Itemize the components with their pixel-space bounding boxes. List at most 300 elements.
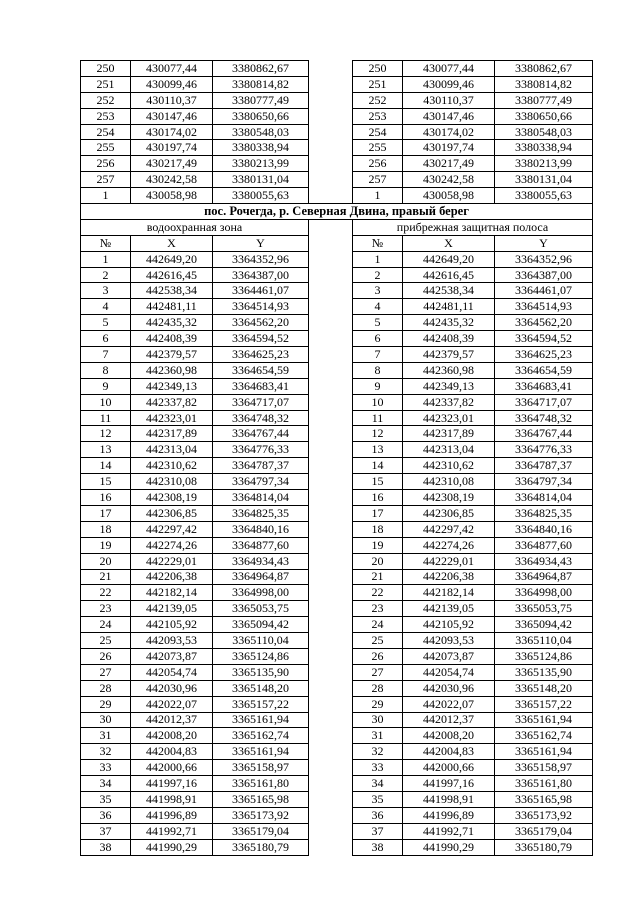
left-coord-y: 3364814,04 xyxy=(213,490,309,506)
left-coord-y: 3365161,94 xyxy=(213,744,309,760)
table-row xyxy=(81,347,593,363)
table-gap xyxy=(309,648,353,664)
right-coord-x: 441996,89 xyxy=(403,807,495,823)
left-point-number: 28 xyxy=(81,680,131,696)
left-point-number: 20 xyxy=(81,553,131,569)
left-coord-y: 3365165,98 xyxy=(213,791,309,807)
left-coord-x: 442105,92 xyxy=(131,617,213,633)
right-coord-y: 3365124,86 xyxy=(495,648,593,664)
right-coord-x: 442310,08 xyxy=(403,474,495,490)
left-coord-x: 430217,49 xyxy=(131,156,213,172)
left-coord-x: 442297,42 xyxy=(131,521,213,537)
table-gap xyxy=(309,791,353,807)
table-gap xyxy=(309,696,353,712)
left-coord-x: 442649,20 xyxy=(131,251,213,267)
left-point-number: 19 xyxy=(81,537,131,553)
table-gap xyxy=(309,108,353,124)
left-coord-y: 3364352,96 xyxy=(213,251,309,267)
continued-rows xyxy=(81,61,593,204)
left-point-number: 251 xyxy=(81,76,131,92)
right-point-number: 11 xyxy=(353,410,403,426)
table-row xyxy=(81,251,593,267)
left-coord-x: 430242,58 xyxy=(131,172,213,188)
left-table-caption: водоохранная зона xyxy=(81,219,309,235)
left-point-number: 25 xyxy=(81,633,131,649)
table-row xyxy=(81,553,593,569)
left-point-number: 253 xyxy=(81,108,131,124)
right-coord-x: 442000,66 xyxy=(403,760,495,776)
left-coord-y: 3364387,00 xyxy=(213,267,309,283)
left-point-number: 30 xyxy=(81,712,131,728)
left-point-number: 27 xyxy=(81,664,131,680)
left-coord-x: 442004,83 xyxy=(131,744,213,760)
left-coord-y: 3365110,04 xyxy=(213,633,309,649)
left-coord-y: 3365180,79 xyxy=(213,839,309,855)
left-point-number: 36 xyxy=(81,807,131,823)
left-point-number: 14 xyxy=(81,458,131,474)
table-row xyxy=(81,140,593,156)
left-coord-x: 430058,98 xyxy=(131,188,213,204)
table-gap xyxy=(309,426,353,442)
left-coord-x: 441996,89 xyxy=(131,807,213,823)
right-point-number: 28 xyxy=(353,680,403,696)
left-coord-y: 3365053,75 xyxy=(213,601,309,617)
table-gap xyxy=(309,680,353,696)
left-coord-x: 441997,16 xyxy=(131,776,213,792)
right-point-number: 250 xyxy=(353,61,403,77)
right-coord-x: 442073,87 xyxy=(403,648,495,664)
table-gap xyxy=(309,585,353,601)
left-coord-x: 442229,01 xyxy=(131,553,213,569)
left-coord-x: 430147,46 xyxy=(131,108,213,124)
left-point-number: 255 xyxy=(81,140,131,156)
right-coord-x: 441998,91 xyxy=(403,791,495,807)
right-coord-x: 442408,39 xyxy=(403,331,495,347)
table-row xyxy=(81,633,593,649)
table-row xyxy=(81,505,593,521)
left-point-number: 18 xyxy=(81,521,131,537)
right-coord-x: 442538,34 xyxy=(403,283,495,299)
right-coord-x: 442310,62 xyxy=(403,458,495,474)
left-coord-x: 430077,44 xyxy=(131,61,213,77)
right-coord-x: 442337,82 xyxy=(403,394,495,410)
left-point-number: 16 xyxy=(81,490,131,506)
table-row xyxy=(81,474,593,490)
right-coord-y: 3365094,42 xyxy=(495,617,593,633)
left-coord-x: 442008,20 xyxy=(131,728,213,744)
left-coord-y: 3380862,67 xyxy=(213,61,309,77)
left-coord-x: 442408,39 xyxy=(131,331,213,347)
right-coord-x: 442008,20 xyxy=(403,728,495,744)
left-coord-x: 442274,26 xyxy=(131,537,213,553)
right-coord-y: 3364594,52 xyxy=(495,331,593,347)
right-point-number: 14 xyxy=(353,458,403,474)
left-coord-y: 3380338,94 xyxy=(213,140,309,156)
right-coord-x: 441992,71 xyxy=(403,823,495,839)
table-gap xyxy=(309,156,353,172)
right-point-number: 21 xyxy=(353,569,403,585)
table-gap xyxy=(309,712,353,728)
right-point-number: 20 xyxy=(353,553,403,569)
right-coord-x: 442105,92 xyxy=(403,617,495,633)
left-coord-x: 442308,19 xyxy=(131,490,213,506)
right-col-x-header: X xyxy=(403,235,495,251)
table-row xyxy=(81,76,593,92)
table-gap xyxy=(309,807,353,823)
right-coord-x: 442054,74 xyxy=(403,664,495,680)
table-row xyxy=(81,362,593,378)
table-row xyxy=(81,331,593,347)
right-point-number: 22 xyxy=(353,585,403,601)
right-col-number-header: № xyxy=(353,235,403,251)
table-row xyxy=(81,283,593,299)
right-coord-x: 442012,37 xyxy=(403,712,495,728)
left-coord-x: 441998,91 xyxy=(131,791,213,807)
left-coord-y: 3365148,20 xyxy=(213,680,309,696)
left-coord-x: 442030,96 xyxy=(131,680,213,696)
table-row xyxy=(81,521,593,537)
table-gap xyxy=(309,172,353,188)
table-gap xyxy=(309,140,353,156)
table-row xyxy=(81,394,593,410)
left-col-y-header: Y xyxy=(213,235,309,251)
left-point-number: 4 xyxy=(81,299,131,315)
left-coord-y: 3365161,80 xyxy=(213,776,309,792)
right-coord-y: 3364683,41 xyxy=(495,378,593,394)
table-row xyxy=(81,315,593,331)
right-col-y-header: Y xyxy=(495,235,593,251)
table-gap xyxy=(309,458,353,474)
table-row xyxy=(81,807,593,823)
left-coord-x: 442054,74 xyxy=(131,664,213,680)
left-coord-x: 442073,87 xyxy=(131,648,213,664)
right-coord-y: 3364352,96 xyxy=(495,251,593,267)
left-coord-y: 3364514,93 xyxy=(213,299,309,315)
right-coord-y: 3365165,98 xyxy=(495,791,593,807)
right-point-number: 35 xyxy=(353,791,403,807)
table-row xyxy=(81,680,593,696)
left-coord-y: 3364797,34 xyxy=(213,474,309,490)
right-point-number: 251 xyxy=(353,76,403,92)
left-coord-x: 441990,29 xyxy=(131,839,213,855)
table-gap xyxy=(309,235,353,251)
table-row xyxy=(81,760,593,776)
right-coord-x: 442360,98 xyxy=(403,362,495,378)
left-col-x-header: X xyxy=(131,235,213,251)
right-coord-x: 441997,16 xyxy=(403,776,495,792)
left-point-number: 17 xyxy=(81,505,131,521)
right-point-number: 27 xyxy=(353,664,403,680)
right-point-number: 256 xyxy=(353,156,403,172)
table-gap xyxy=(309,251,353,267)
table-row xyxy=(81,299,593,315)
right-point-number: 25 xyxy=(353,633,403,649)
left-coord-y: 3380548,03 xyxy=(213,124,309,140)
table-row xyxy=(81,776,593,792)
table-row xyxy=(81,791,593,807)
left-coord-y: 3364717,07 xyxy=(213,394,309,410)
left-point-number: 256 xyxy=(81,156,131,172)
table-row xyxy=(81,585,593,601)
left-point-number: 5 xyxy=(81,315,131,331)
left-coord-y: 3380213,99 xyxy=(213,156,309,172)
table-row xyxy=(81,839,593,855)
left-point-number: 10 xyxy=(81,394,131,410)
left-coord-x: 430174,02 xyxy=(131,124,213,140)
table-gap xyxy=(309,744,353,760)
left-point-number: 13 xyxy=(81,442,131,458)
left-coord-y: 3380131,04 xyxy=(213,172,309,188)
left-coord-y: 3364934,43 xyxy=(213,553,309,569)
left-coord-x: 442481,11 xyxy=(131,299,213,315)
table-gap xyxy=(309,299,353,315)
table-gap xyxy=(309,76,353,92)
right-coord-y: 3364797,34 xyxy=(495,474,593,490)
right-coord-y: 3365053,75 xyxy=(495,601,593,617)
right-point-number: 2 xyxy=(353,267,403,283)
left-coord-y: 3364683,41 xyxy=(213,378,309,394)
right-coord-x: 442313,04 xyxy=(403,442,495,458)
right-point-number: 16 xyxy=(353,490,403,506)
left-point-number: 34 xyxy=(81,776,131,792)
table-row xyxy=(81,664,593,680)
left-coord-y: 3365173,92 xyxy=(213,807,309,823)
right-coord-x: 442649,20 xyxy=(403,251,495,267)
left-point-number: 26 xyxy=(81,648,131,664)
table-gap xyxy=(309,92,353,108)
right-coord-x: 430110,37 xyxy=(403,92,495,108)
table-gap xyxy=(309,776,353,792)
left-coord-x: 441992,71 xyxy=(131,823,213,839)
right-coord-y: 3380777,49 xyxy=(495,92,593,108)
right-coord-x: 442004,83 xyxy=(403,744,495,760)
right-point-number: 255 xyxy=(353,140,403,156)
right-point-number: 26 xyxy=(353,648,403,664)
left-coord-y: 3364776,33 xyxy=(213,442,309,458)
right-coord-x: 442229,01 xyxy=(403,553,495,569)
right-point-number: 8 xyxy=(353,362,403,378)
table-row xyxy=(81,823,593,839)
left-coord-y: 3380055,63 xyxy=(213,188,309,204)
right-point-number: 10 xyxy=(353,394,403,410)
right-coord-x: 442317,89 xyxy=(403,426,495,442)
table-row xyxy=(81,490,593,506)
left-coord-x: 442323,01 xyxy=(131,410,213,426)
right-point-number: 13 xyxy=(353,442,403,458)
left-point-number: 250 xyxy=(81,61,131,77)
left-coord-x: 442616,45 xyxy=(131,267,213,283)
left-point-number: 1 xyxy=(81,251,131,267)
left-coord-x: 442360,98 xyxy=(131,362,213,378)
right-point-number: 252 xyxy=(353,92,403,108)
right-coord-y: 3364625,23 xyxy=(495,347,593,363)
right-coord-x: 442481,11 xyxy=(403,299,495,315)
right-coord-y: 3365161,94 xyxy=(495,712,593,728)
right-coord-x: 442139,05 xyxy=(403,601,495,617)
right-coord-y: 3364814,04 xyxy=(495,490,593,506)
table-row xyxy=(81,410,593,426)
right-coord-y: 3364964,87 xyxy=(495,569,593,585)
right-coord-x: 442030,96 xyxy=(403,680,495,696)
right-coord-x: 442306,85 xyxy=(403,505,495,521)
right-coord-y: 3380131,04 xyxy=(495,172,593,188)
right-coord-y: 3380055,63 xyxy=(495,188,593,204)
right-coord-x: 442616,45 xyxy=(403,267,495,283)
table-gap xyxy=(309,760,353,776)
left-point-number: 257 xyxy=(81,172,131,188)
right-coord-y: 3365157,22 xyxy=(495,696,593,712)
left-coord-x: 442435,32 xyxy=(131,315,213,331)
coordinates-table xyxy=(80,60,593,856)
table-row xyxy=(81,124,593,140)
right-point-number: 253 xyxy=(353,108,403,124)
left-coord-x: 442306,85 xyxy=(131,505,213,521)
right-point-number: 31 xyxy=(353,728,403,744)
left-point-number: 29 xyxy=(81,696,131,712)
right-point-number: 38 xyxy=(353,839,403,855)
right-point-number: 37 xyxy=(353,823,403,839)
left-point-number: 24 xyxy=(81,617,131,633)
left-coord-y: 3364825,35 xyxy=(213,505,309,521)
right-coord-y: 3365161,94 xyxy=(495,744,593,760)
left-coord-x: 442313,04 xyxy=(131,442,213,458)
table-row xyxy=(81,61,593,77)
table-gap xyxy=(309,617,353,633)
table-gap xyxy=(309,633,353,649)
table-gap xyxy=(309,283,353,299)
right-point-number: 18 xyxy=(353,521,403,537)
table-gap xyxy=(309,521,353,537)
left-coord-x: 442310,62 xyxy=(131,458,213,474)
right-coord-y: 3364998,00 xyxy=(495,585,593,601)
table-row xyxy=(81,92,593,108)
right-coord-x: 430077,44 xyxy=(403,61,495,77)
table-row xyxy=(81,744,593,760)
right-point-number: 17 xyxy=(353,505,403,521)
table-gap xyxy=(309,410,353,426)
table-gap xyxy=(309,124,353,140)
table-gap xyxy=(309,553,353,569)
table-gap xyxy=(309,188,353,204)
table-gap xyxy=(309,537,353,553)
right-point-number: 257 xyxy=(353,172,403,188)
right-coord-y: 3365180,79 xyxy=(495,839,593,855)
table-row xyxy=(81,601,593,617)
table-row xyxy=(81,696,593,712)
left-point-number: 1 xyxy=(81,188,131,204)
left-coord-x: 442012,37 xyxy=(131,712,213,728)
right-coord-x: 430197,74 xyxy=(403,140,495,156)
right-coord-y: 3365110,04 xyxy=(495,633,593,649)
right-coord-x: 430099,46 xyxy=(403,76,495,92)
right-coord-y: 3364776,33 xyxy=(495,442,593,458)
left-point-number: 12 xyxy=(81,426,131,442)
right-coord-x: 442349,13 xyxy=(403,378,495,394)
right-point-number: 1 xyxy=(353,251,403,267)
right-coord-x: 442297,42 xyxy=(403,521,495,537)
table-gap xyxy=(309,267,353,283)
left-coord-y: 3364840,16 xyxy=(213,521,309,537)
left-coord-x: 442000,66 xyxy=(131,760,213,776)
right-coord-x: 442093,53 xyxy=(403,633,495,649)
left-coord-y: 3364998,00 xyxy=(213,585,309,601)
right-coord-y: 3380650,66 xyxy=(495,108,593,124)
section-header xyxy=(81,204,593,252)
left-coord-x: 430099,46 xyxy=(131,76,213,92)
right-coord-x: 442206,38 xyxy=(403,569,495,585)
right-point-number: 24 xyxy=(353,617,403,633)
table-gap xyxy=(309,664,353,680)
right-coord-x: 430058,98 xyxy=(403,188,495,204)
table-row xyxy=(81,108,593,124)
right-coord-x: 442379,57 xyxy=(403,347,495,363)
right-coord-x: 442323,01 xyxy=(403,410,495,426)
left-coord-y: 3365179,04 xyxy=(213,823,309,839)
table-gap xyxy=(309,728,353,744)
table-row xyxy=(81,188,593,204)
right-table-caption: прибрежная защитная полоса xyxy=(353,219,593,235)
left-coord-y: 3365135,90 xyxy=(213,664,309,680)
left-coord-y: 3364625,23 xyxy=(213,347,309,363)
left-coord-x: 430197,74 xyxy=(131,140,213,156)
left-point-number: 2 xyxy=(81,267,131,283)
right-coord-y: 3364461,07 xyxy=(495,283,593,299)
right-coord-y: 3380548,03 xyxy=(495,124,593,140)
table-row xyxy=(81,648,593,664)
left-coord-y: 3380650,66 xyxy=(213,108,309,124)
table-row xyxy=(81,378,593,394)
right-point-number: 4 xyxy=(353,299,403,315)
left-point-number: 7 xyxy=(81,347,131,363)
table-gap xyxy=(309,505,353,521)
right-coord-y: 3365158,97 xyxy=(495,760,593,776)
left-coord-y: 3364787,37 xyxy=(213,458,309,474)
left-coord-x: 442022,07 xyxy=(131,696,213,712)
left-point-number: 21 xyxy=(81,569,131,585)
table-gap xyxy=(309,362,353,378)
left-coord-x: 442349,13 xyxy=(131,378,213,394)
right-point-number: 32 xyxy=(353,744,403,760)
left-point-number: 23 xyxy=(81,601,131,617)
left-point-number: 32 xyxy=(81,744,131,760)
right-coord-y: 3364767,44 xyxy=(495,426,593,442)
right-coord-x: 430242,58 xyxy=(403,172,495,188)
right-point-number: 7 xyxy=(353,347,403,363)
left-coord-y: 3365158,97 xyxy=(213,760,309,776)
right-coord-x: 441990,29 xyxy=(403,839,495,855)
left-coord-y: 3365124,86 xyxy=(213,648,309,664)
table-gap xyxy=(309,474,353,490)
right-coord-y: 3364654,59 xyxy=(495,362,593,378)
table-row xyxy=(81,728,593,744)
table-row xyxy=(81,617,593,633)
left-point-number: 33 xyxy=(81,760,131,776)
right-coord-x: 430174,02 xyxy=(403,124,495,140)
table-gap xyxy=(309,490,353,506)
right-point-number: 29 xyxy=(353,696,403,712)
right-point-number: 6 xyxy=(353,331,403,347)
table-row xyxy=(81,156,593,172)
left-coord-y: 3380777,49 xyxy=(213,92,309,108)
right-coord-y: 3380213,99 xyxy=(495,156,593,172)
right-coord-x: 442435,32 xyxy=(403,315,495,331)
left-coord-y: 3365161,94 xyxy=(213,712,309,728)
left-coord-x: 442379,57 xyxy=(131,347,213,363)
right-point-number: 19 xyxy=(353,537,403,553)
table-row xyxy=(81,267,593,283)
right-coord-x: 442022,07 xyxy=(403,696,495,712)
table-row xyxy=(81,569,593,585)
